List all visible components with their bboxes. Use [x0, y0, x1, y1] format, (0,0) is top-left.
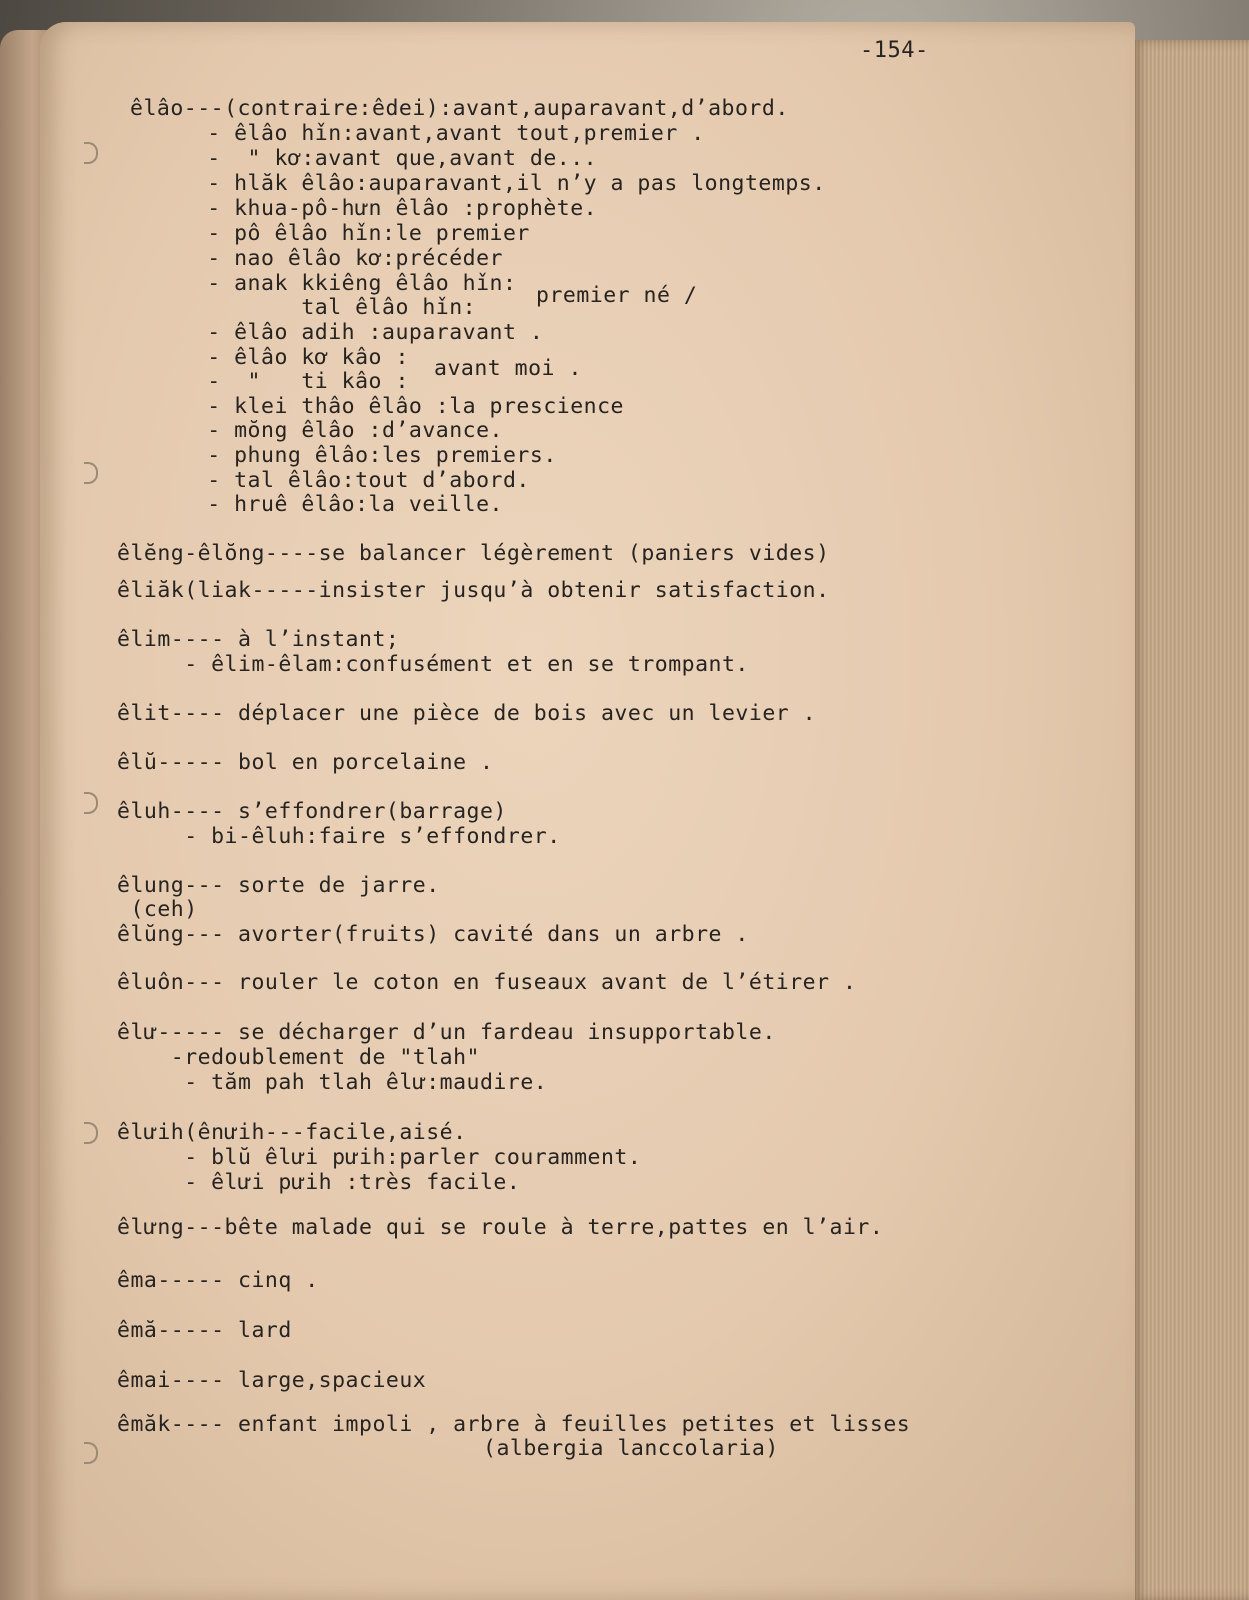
entry-headword-line: êlŭng--- avorter(fruits) cavité dans un arbre . [117, 922, 749, 947]
binding-thread [84, 142, 98, 164]
entry-subline: - " kơ:avant que,avant de... [140, 146, 598, 171]
entry-subline: - êlưi pưih :très facile. [117, 1170, 521, 1195]
entry-headword-line: êluôn--- rouler le coton en fuseaux avant de l’étirer . [117, 970, 857, 995]
entry-subline: - klei thâo êlâo :la prescience [140, 394, 624, 419]
entry-gloss-bracket: premier né / [536, 283, 698, 308]
entry-subline: - blŭ êlưi pưih:parler couramment. [117, 1145, 642, 1170]
binding-thread [84, 462, 98, 484]
entry-headword-line: êlĕng-êlŏng----se balancer légèrement (paniers vides) [117, 541, 830, 566]
entry-headword-line: êlưih(ênưih---facile,aisé. [117, 1120, 467, 1145]
entry-subline: tal êlâo hǐn: [140, 295, 477, 320]
entry-subline: - phung êlâo:les premiers. [140, 443, 557, 468]
entry-subline: - êlâo hǐn:avant,avant tout,premier . [140, 121, 705, 146]
entry-subline: - hlăk êlâo:auparavant,il n’y a pas longtemps. [140, 171, 826, 196]
binding-thread [84, 1122, 98, 1144]
entry-subline: - êlâo adih :auparavant . [140, 320, 544, 345]
entry-subline: - tăm pah tlah êlư:maudire. [117, 1070, 548, 1095]
entry-headword-line: êlung--- sorte de jarre. [117, 873, 440, 898]
page-number: -154- [860, 38, 929, 63]
entry-subline: - êlim-êlam:confusément et en se trompant. [117, 652, 749, 677]
book-page-edges [1133, 40, 1249, 1600]
entry-headword-line: êlit---- déplacer une pièce de bois avec un levier . [117, 701, 817, 726]
entry-headword-line: êlư----- se décharger d’un fardeau insupportable. [117, 1020, 776, 1045]
entry-headword-line: êliăk(liak-----insister jusqu’à obtenir satisfaction. [117, 578, 830, 603]
entry-subline: - êlâo kơ kâo : [140, 345, 409, 370]
entry-headword-line: êmă----- lard [117, 1318, 292, 1343]
entry-subline: -redoublement de "tlah" [117, 1045, 480, 1070]
entry-headword-line: êlâo---(contraire:êdei):avant,auparavant,d’abord. [130, 96, 789, 121]
entry-headword-line: êlim---- à l’instant; [117, 627, 400, 652]
entry-subline: - mŏng êlâo :d’avance. [140, 418, 503, 443]
entry-subline: - " ti kâo : [140, 369, 409, 394]
entry-subline: - hruê êlâo:la veille. [140, 492, 503, 517]
entry-headword-line: êma----- cinq . [117, 1268, 319, 1293]
entry-headword-line: êlŭ----- bol en porcelaine . [117, 750, 494, 775]
entry-subline: (ceh) [117, 897, 198, 922]
entry-headword-line: êmai---- large,spacieux [117, 1368, 427, 1393]
entry-subline: - anak kkiêng êlâo hǐn: [140, 271, 517, 296]
entry-subline: (albergia lanccolaria) [483, 1436, 779, 1461]
entry-headword-line: êmăk---- enfant impoli , arbre à feuilles petites et lisses [117, 1412, 911, 1437]
entry-subline: - pô êlâo hǐn:le premier [140, 221, 530, 246]
binding-thread [84, 1442, 98, 1464]
entry-subline: - bi-êluh:faire s’effondrer. [117, 824, 561, 849]
binding-thread [84, 792, 98, 814]
entry-subline: - khua-pô-hưn êlâo :prophète. [140, 196, 598, 221]
entry-headword-line: êluh---- s’effondrer(barrage) [117, 799, 507, 824]
entry-gloss-bracket: avant moi . [434, 356, 582, 381]
entry-subline: - tal êlâo:tout d’abord. [140, 468, 530, 493]
entry-headword-line: êlưng---bête malade qui se roule à terre,pattes en l’air. [117, 1215, 884, 1240]
entry-subline: - nao êlâo kơ:précéder [140, 246, 503, 271]
